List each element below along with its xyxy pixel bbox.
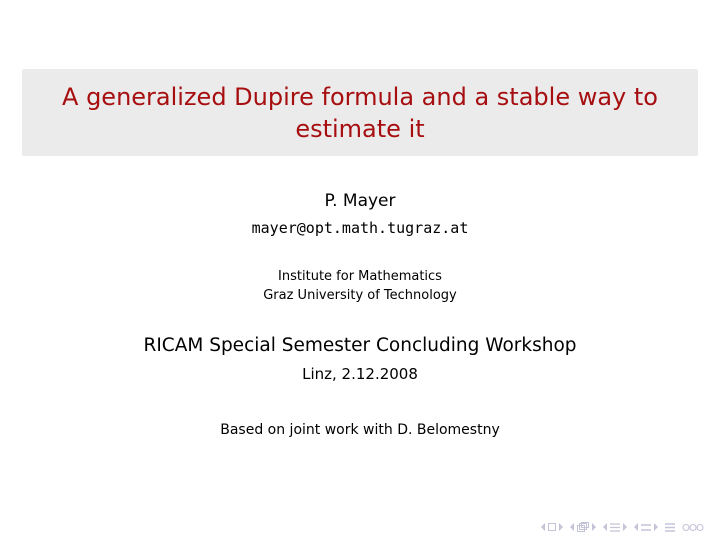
search-icon[interactable] bbox=[682, 523, 704, 532]
slide-title: A generalized Dupire formula and a stable way to estimate it bbox=[62, 82, 658, 143]
prev-arrow-icon[interactable] bbox=[603, 523, 608, 531]
align-icon[interactable] bbox=[665, 523, 675, 532]
nav-frame-group bbox=[541, 523, 563, 531]
next-arrow-icon[interactable] bbox=[591, 523, 596, 531]
beamer-navigation-bar bbox=[541, 522, 704, 532]
event-name: RICAM Special Semester Concluding Workshop bbox=[143, 335, 577, 356]
slide-icon[interactable] bbox=[641, 523, 651, 532]
author-name: P. Mayer bbox=[324, 191, 396, 211]
next-arrow-icon[interactable] bbox=[653, 523, 658, 531]
nav-subsection-group bbox=[570, 522, 596, 532]
next-arrow-icon[interactable] bbox=[622, 523, 627, 531]
joint-work-note: Based on joint work with D. Belomestny bbox=[220, 422, 500, 438]
title-box bbox=[22, 69, 698, 156]
section-icon[interactable] bbox=[610, 523, 620, 532]
institute-line-1: Institute for Mathematics bbox=[278, 269, 442, 284]
prev-arrow-icon[interactable] bbox=[634, 523, 639, 531]
event-date-location: Linz, 2.12.2008 bbox=[302, 365, 418, 383]
subsection-icon[interactable] bbox=[577, 522, 589, 532]
prev-arrow-icon[interactable] bbox=[541, 523, 546, 531]
institute-line-2: Graz University of Technology bbox=[263, 288, 457, 303]
nav-section-group bbox=[603, 523, 627, 532]
author-email: mayer@opt.math.tugraz.at bbox=[251, 219, 469, 237]
nav-slide-group bbox=[634, 523, 658, 532]
prev-arrow-icon[interactable] bbox=[570, 523, 575, 531]
next-arrow-icon[interactable] bbox=[558, 523, 563, 531]
frame-icon[interactable] bbox=[548, 523, 556, 531]
